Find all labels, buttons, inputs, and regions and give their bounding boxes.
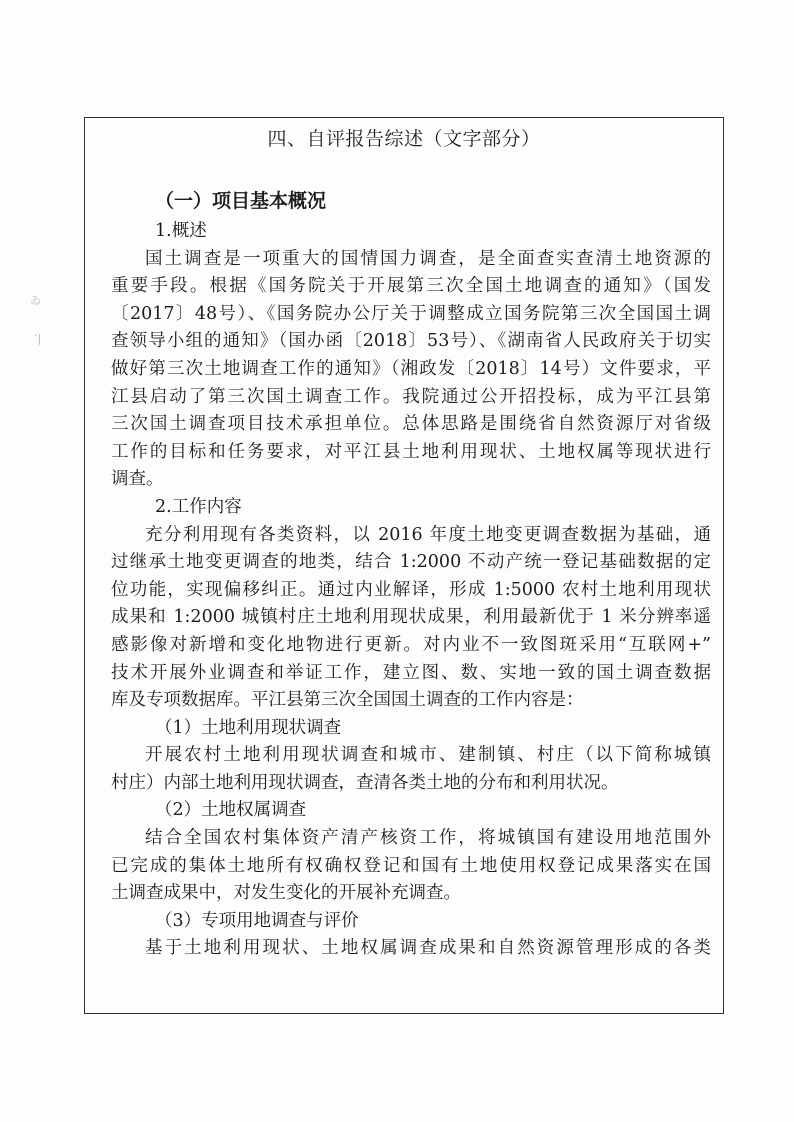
paragraph-lines <box>111 218 711 963</box>
text-line: 调查。 <box>111 469 164 490</box>
text-line: 位功能，实现偏移纠正。通过内业解译，形成 1:5000 农村土地利用现状 <box>111 579 711 600</box>
text-line: 〔2017〕48号）、《国务院办公厅关于调整成立国务院第三次全国国土调 <box>111 303 711 324</box>
margin-mark: ʼ| <box>34 332 42 345</box>
text-line: 技术开展外业调查和举证工作，建立图、数、实地一致的国土调查数据 <box>111 662 711 683</box>
text-line: 江县启动了第三次国土调查工作。我院通过公开招投标，成为平江县第 <box>111 386 711 407</box>
margin-mark: ゐ <box>30 294 41 307</box>
text-line: 库及专项数据库。平江县第三次全国国土调查的工作内容是： <box>111 690 584 711</box>
text-line: 工作的目标和任务要求，对平江县土地利用现状、土地权属等现状进行 <box>111 441 711 462</box>
text-line: 三次国土调查项目技术承担单位。总体思路是围绕省自然资源厅对省级 <box>111 414 711 435</box>
text-line: 开展农村土地利用现状调查和城市、建制镇、村庄（以下简称城镇 <box>145 745 711 766</box>
text-line: 1.概述 <box>155 221 207 241</box>
text-line: 2.工作内容 <box>155 496 242 517</box>
text-line: 基于土地利用现状、土地权属调查成果和自然资源管理形成的各类 <box>145 938 711 959</box>
text-line: 感影像对新增和变化地物进行更新。对内业不一致图斑采用“互联网+” <box>111 634 711 655</box>
text-line: （2）土地权属调查 <box>155 800 307 821</box>
text-line: 村庄）内部土地利用现状调查，查清各类土地的分布和利用状况。 <box>111 772 619 793</box>
text-line: 查领导小组的通知》（国办函〔2018〕53号）、《湖南省人民政府关于切实 <box>111 331 711 352</box>
text-line: （3）专项用地调查与评价 <box>155 910 359 931</box>
text-line: 做好第三次土地调查工作的通知》（湘政发〔2018〕14号）文件要求，平 <box>111 358 711 379</box>
text-line: 成果和 1:2000 城镇村庄土地利用现状成果，利用最新优于 1 米分辨率遥 <box>111 607 711 628</box>
text-line: （1）土地利用现状调查 <box>155 717 342 738</box>
text-line: 过继承土地变更调查的地类，结合 1:2000 不动产统一登记基础数据的定 <box>111 552 711 573</box>
text-line: 重要手段。根据《国务院关于开展第三次全国土地调查的通知》（国发 <box>111 276 711 297</box>
page-heading: 四、自评报告综述（文字部分） <box>267 128 541 150</box>
text-line: 充分利用现有各类资料，以 2016 年度土地变更调查数据为基础，通 <box>145 524 711 545</box>
text-line: 国土调查是一项重大的国情国力调查，是全面查实查清土地资源的 <box>145 248 711 269</box>
text-line: 已完成的集体土地所有权确权登记和国有土地使用权登记成果落实在国 <box>111 855 711 876</box>
report-body <box>85 185 723 963</box>
text-line: 结合全国农村集体资产清产核资工作，将城镇国有建设用地范围外 <box>145 828 711 849</box>
section-title: （一）项目基本概况 <box>155 190 327 212</box>
report-frame <box>84 117 724 1014</box>
text-line: 土调查成果中，对发生变化的开展补充调查。 <box>111 883 461 904</box>
